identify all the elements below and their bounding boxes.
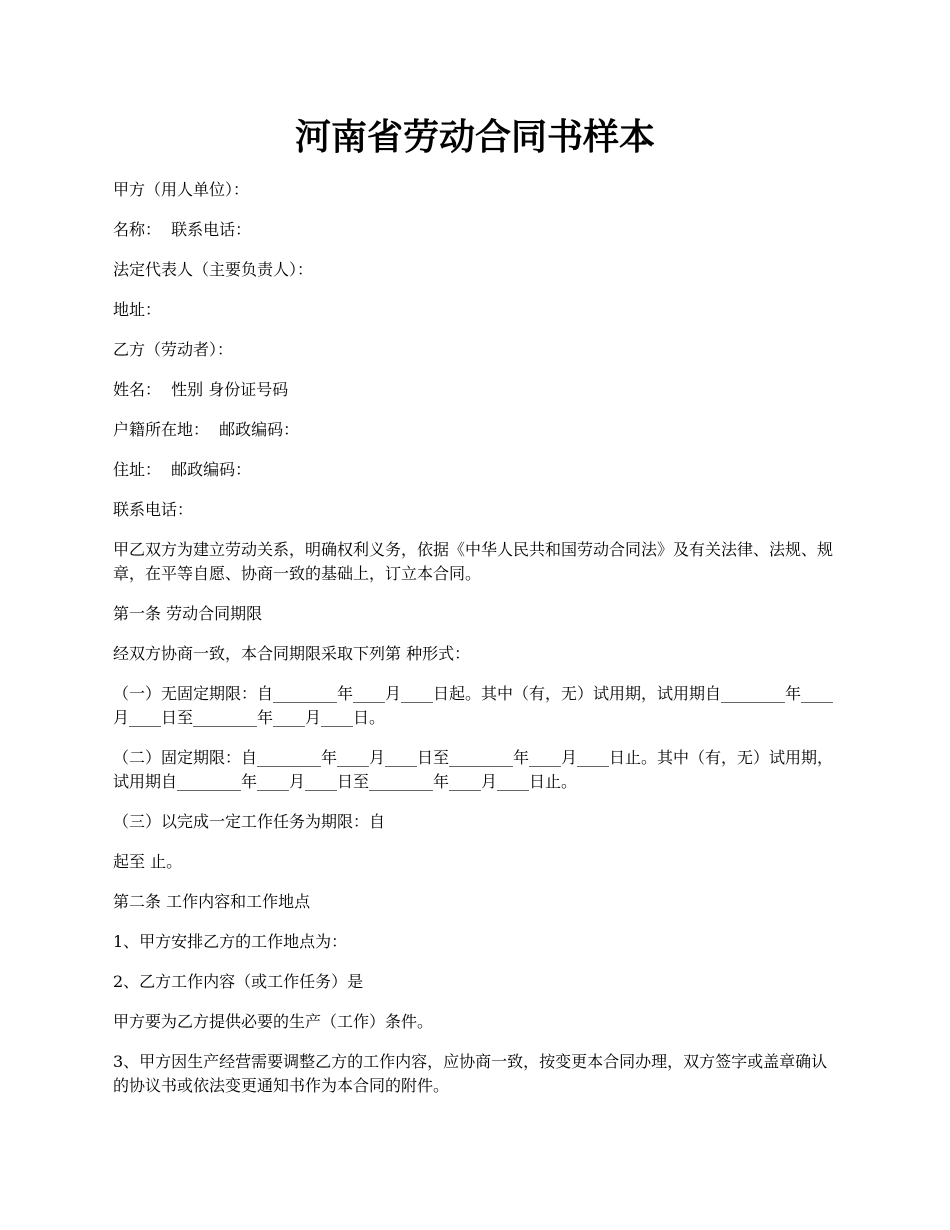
- party-a-name-phone: 名称： 联系电话：: [113, 220, 252, 239]
- document-body: [113, 178, 841, 1114]
- party-a-address: 地址：: [113, 300, 162, 319]
- party-b-residence-postcode: 住址： 邮政编码：: [113, 460, 252, 479]
- party-a-heading: 甲方（用人单位）：: [113, 180, 250, 199]
- article-2-item-3: 3、甲方因生产经营需要调整乙方的工作内容，应协商一致，按变更本合同办理，双方签字或盖章确认的协议书或依法变更通知书作为本合同的附件。: [113, 1052, 828, 1095]
- article-1-option-2: （二）固定期限：自________年____月____日至________年____月____日止。其中（有，无）试用期，试用期自________年____月____日至________年____月____日止。: [113, 748, 834, 791]
- article-2-item-1: 1、甲方安排乙方的工作地点为：: [113, 932, 348, 951]
- article-2-conditions: 甲方要为乙方提供必要的生产（工作）条件。: [113, 1012, 434, 1031]
- article-2-heading: 第二条 工作内容和工作地点: [113, 892, 311, 911]
- document-title: 河南省劳动合同书样本: [294, 116, 655, 158]
- party-b-household-postcode: 户籍所在地： 邮政编码：: [113, 420, 300, 439]
- party-a-legal-rep: 法定代表人（主要负责人）：: [113, 260, 314, 279]
- preamble-paragraph: 甲乙双方为建立劳动关系，明确权利义务，依据《中华人民共和国劳动合同法》及有关法律、法规、规章，在平等自愿、协商一致的基础上，订立本合同。: [113, 540, 834, 583]
- party-b-name-gender-id: 姓名： 性别 身份证号码: [113, 380, 289, 399]
- article-1-option-3: （三）以完成一定工作任务为期限：自: [113, 812, 386, 831]
- article-2-item-2: 2、乙方工作内容（或工作任务）是: [113, 972, 364, 991]
- party-b-heading: 乙方（劳动者）：: [113, 340, 234, 359]
- article-1-intro: 经双方协商一致，本合同期限采取下列第 种形式：: [113, 644, 471, 663]
- article-1-heading: 第一条 劳动合同期限: [113, 604, 263, 623]
- article-1-option-3-end: 起至 止。: [113, 852, 183, 871]
- article-1-option-1: （一）无固定期限：自________年____月____日起。其中（有，无）试用期，试用期自________年____月____日至________年____月____日。: [113, 684, 834, 727]
- party-b-phone: 联系电话：: [113, 500, 194, 519]
